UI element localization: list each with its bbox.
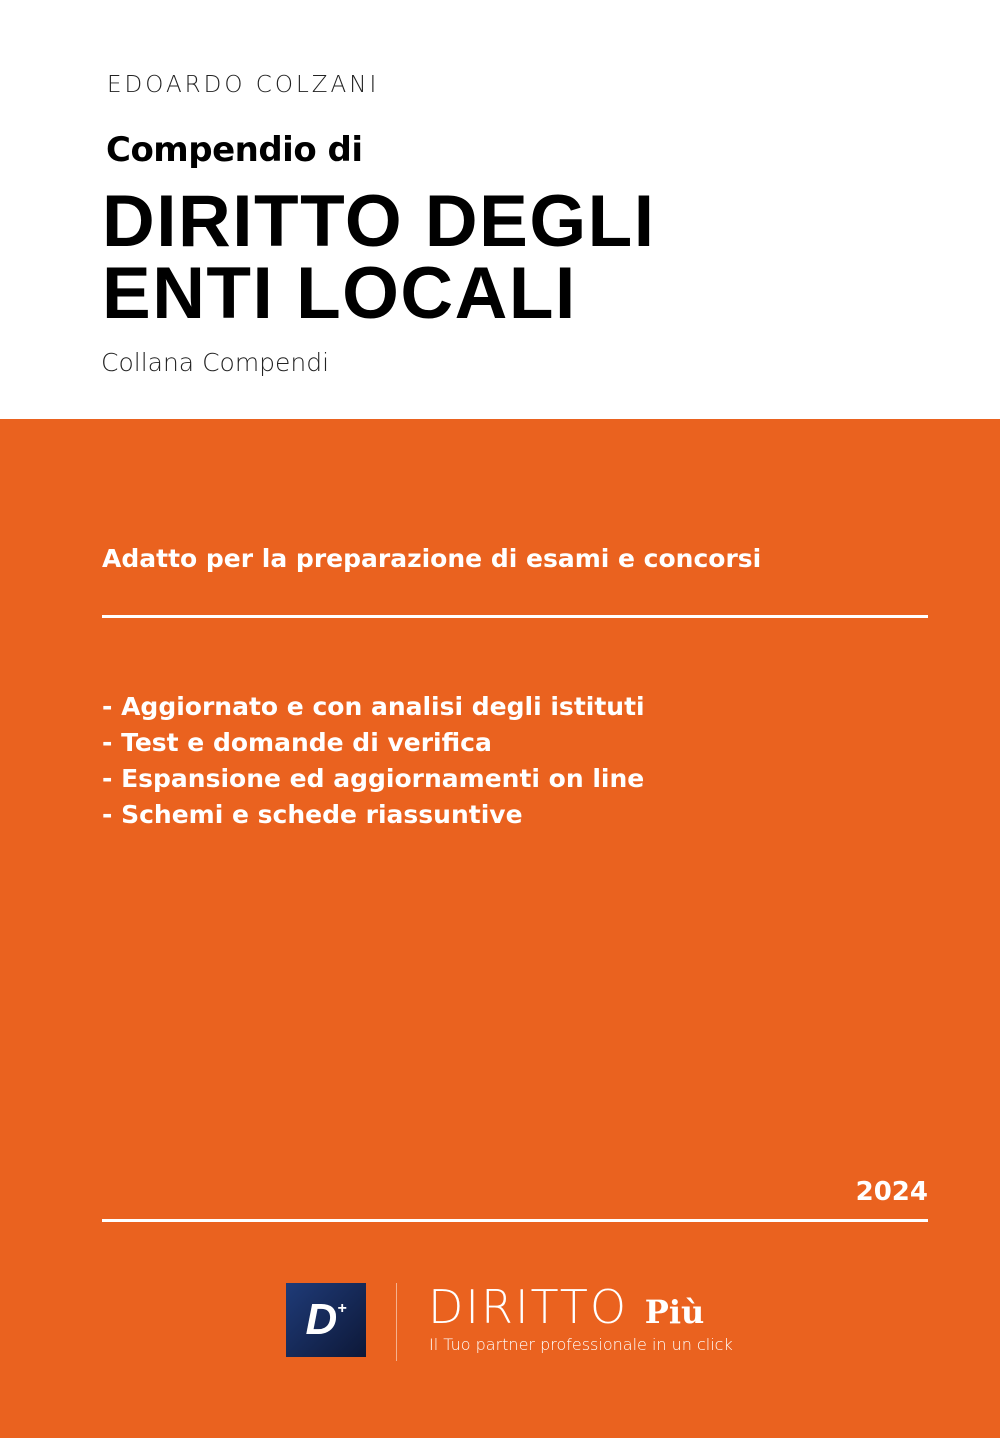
feature-item: - Schemi e schede riassuntive	[102, 800, 523, 829]
logo-plus: +	[337, 1300, 347, 1317]
title-line-2: ENTI LOCALI	[102, 253, 577, 334]
feature-item: - Test e domande di verifica	[102, 728, 492, 757]
title-line-1: DIRITTO DEGLI	[102, 181, 656, 262]
publisher-logo-icon	[286, 1283, 366, 1357]
publisher-name	[428, 1280, 704, 1334]
publisher-slogan: Il Tuo partner professionale in un click	[429, 1335, 733, 1354]
year: 2024	[855, 1177, 928, 1207]
publisher-name-main: DIRITTO	[428, 1280, 629, 1334]
series-name: Collana Compendi	[101, 348, 330, 377]
feature-item: - Espansione ed aggiornamenti on line	[102, 764, 645, 793]
feature-list	[102, 689, 645, 833]
feature-item: - Aggiornato e con analisi degli istituti	[102, 692, 645, 721]
logo-divider	[396, 1283, 397, 1361]
divider-top	[102, 615, 928, 618]
author-name: EDOARDO COLZANI	[107, 72, 380, 98]
publisher-name-suffix: Più	[644, 1293, 705, 1331]
tagline: Adatto per la preparazione di esami e concorsi	[102, 544, 762, 573]
pretitle: Compendio di	[106, 130, 363, 170]
logo-letter: D	[305, 1295, 338, 1344]
divider-bottom	[102, 1219, 928, 1222]
